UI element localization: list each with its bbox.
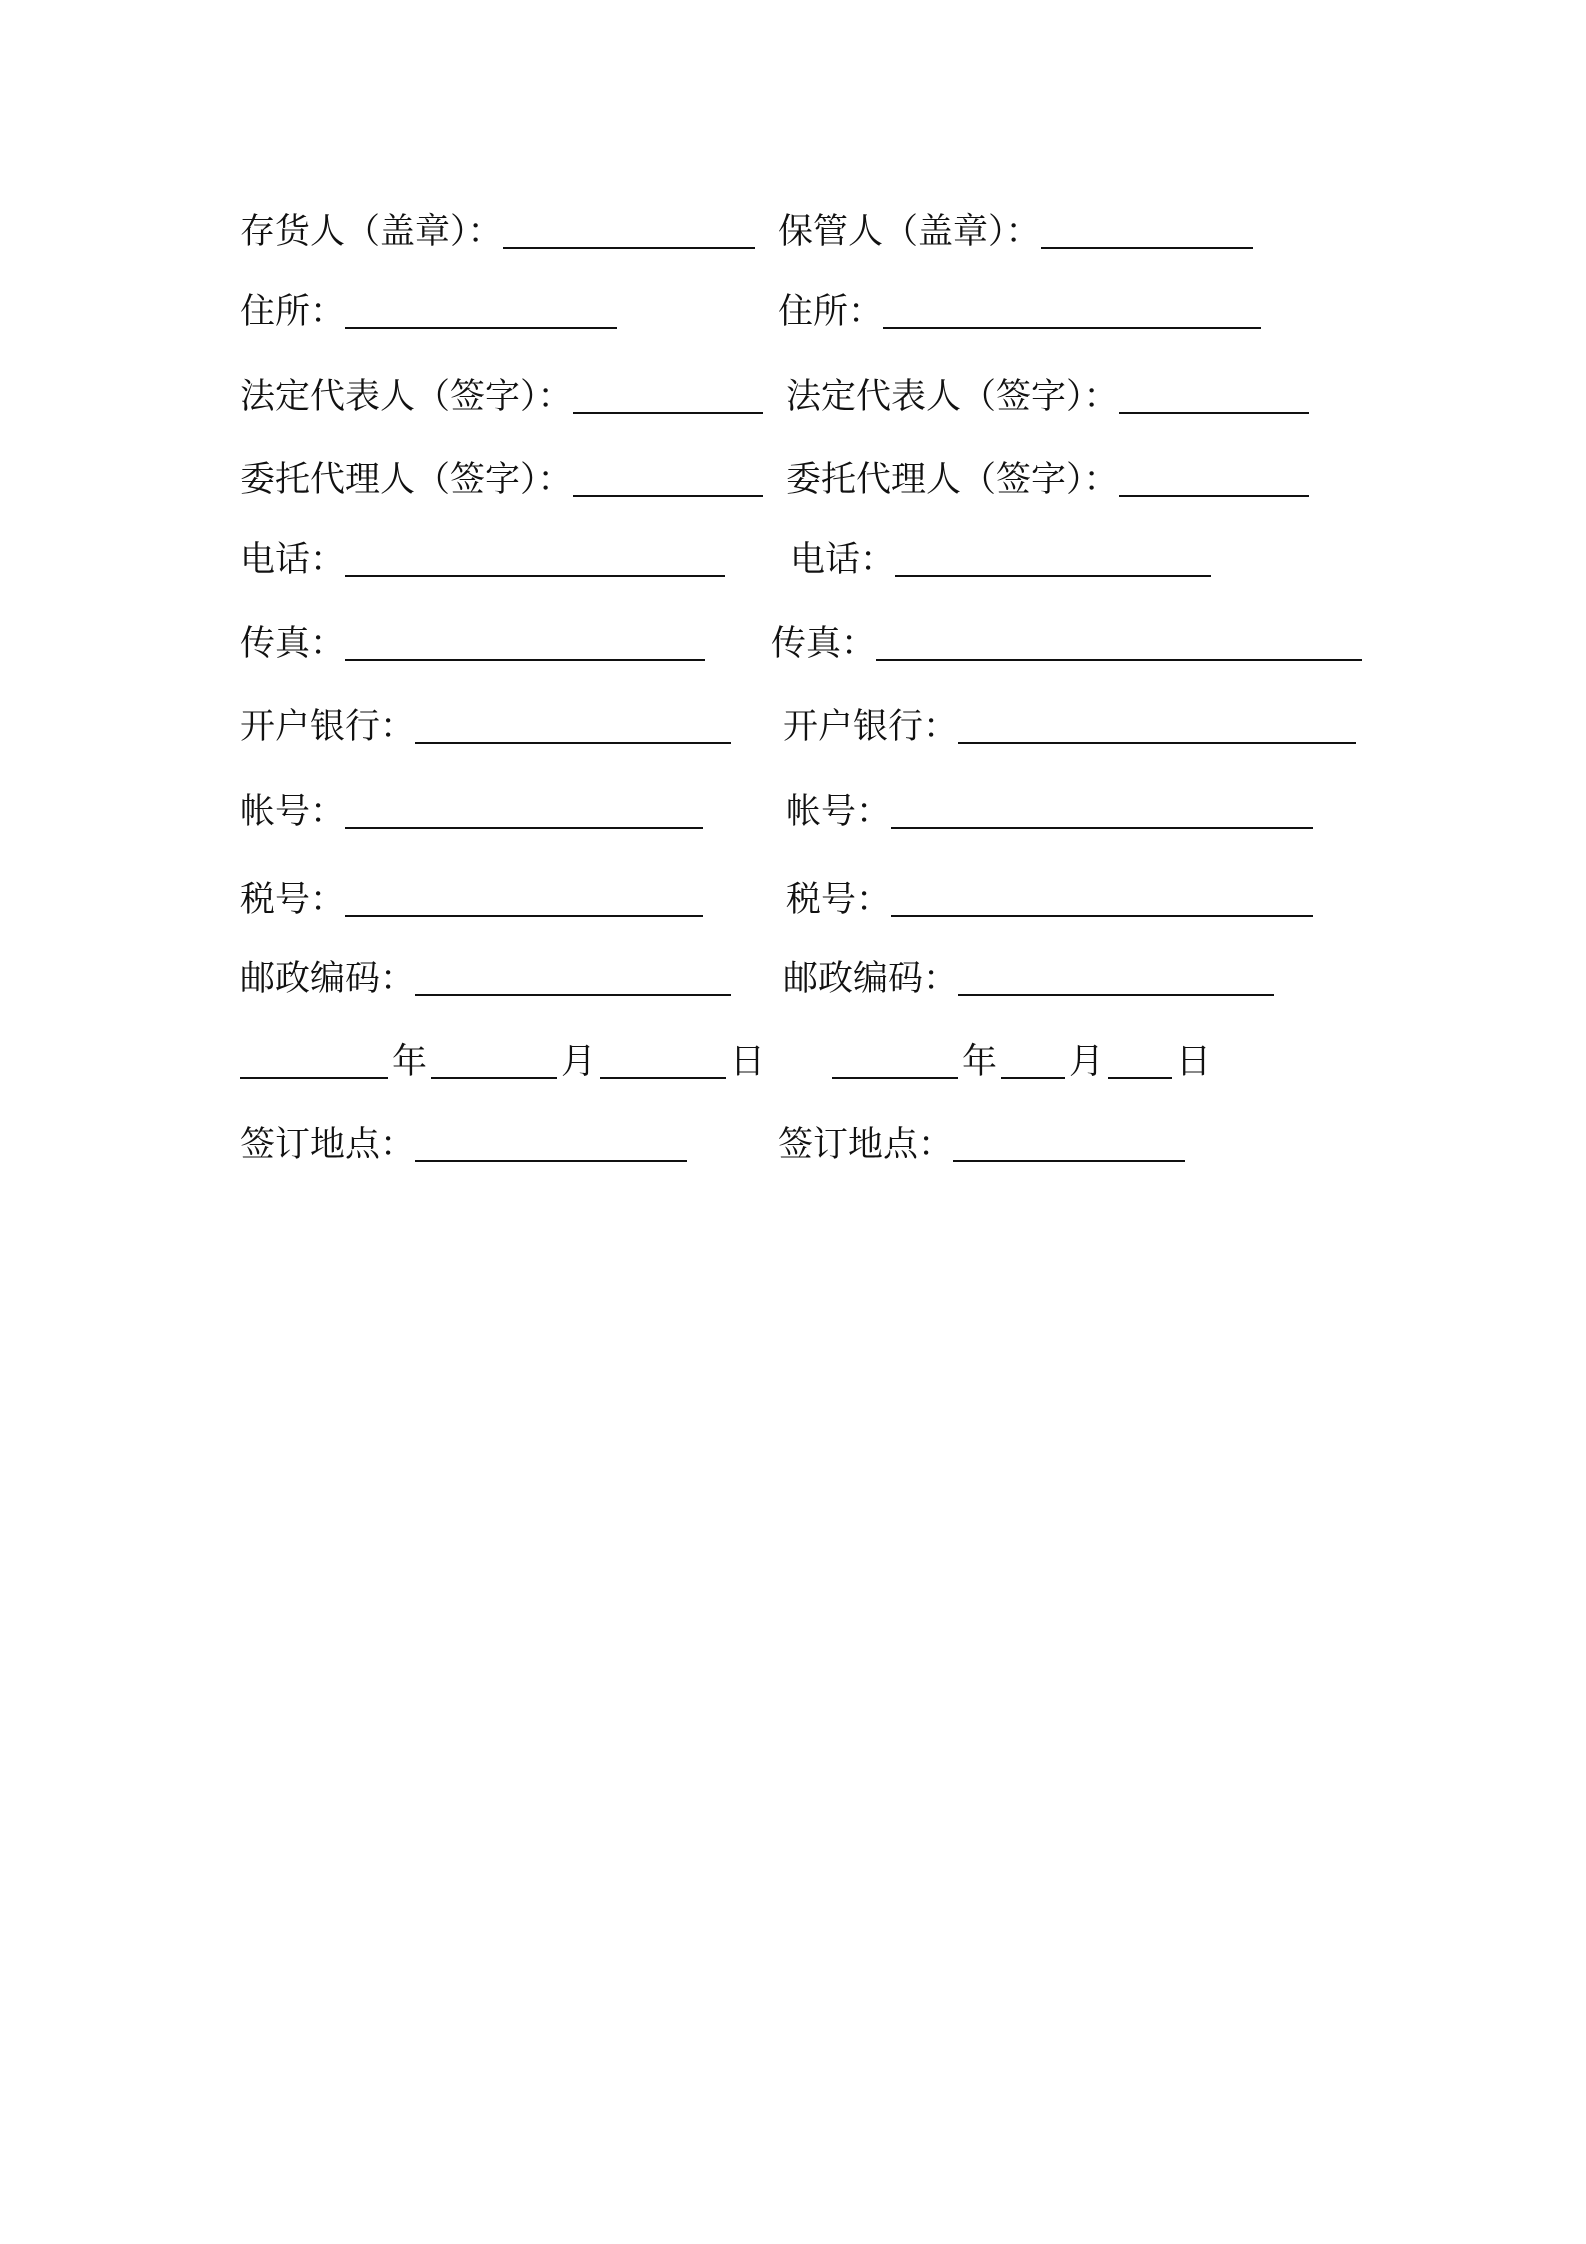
right-phone-label: 电话： bbox=[790, 540, 896, 580]
right-date-field bbox=[832, 1035, 1215, 1085]
left-phone-label: 电话： bbox=[240, 540, 346, 580]
custodian-seal-blank[interactable] bbox=[1041, 247, 1253, 249]
left-tax-blank[interactable] bbox=[345, 915, 703, 917]
left-day-blank[interactable] bbox=[600, 1077, 726, 1079]
left-fax-blank[interactable] bbox=[345, 659, 705, 661]
left-month-blank[interactable] bbox=[431, 1077, 557, 1079]
left-legal-rep-label: 法定代表人（签字）： bbox=[240, 377, 573, 417]
left-month-unit: 月 bbox=[561, 1042, 597, 1082]
left-phone-blank[interactable] bbox=[345, 575, 725, 577]
right-legal-rep-field bbox=[786, 370, 1309, 420]
left-phone-field bbox=[240, 533, 725, 583]
custodian-seal-label: 保管人（盖章）： bbox=[778, 212, 1041, 252]
left-legal-rep-blank[interactable] bbox=[573, 412, 763, 414]
left-sign-place-blank[interactable] bbox=[415, 1160, 687, 1162]
left-address-label: 住所： bbox=[240, 292, 346, 332]
left-fax-field bbox=[240, 617, 705, 667]
left-year-unit: 年 bbox=[392, 1042, 428, 1082]
left-bank-label: 开户银行： bbox=[240, 707, 416, 747]
right-account-field bbox=[786, 785, 1313, 835]
right-day-unit: 日 bbox=[1176, 1042, 1212, 1082]
left-bank-field bbox=[240, 700, 731, 750]
right-fax-blank[interactable] bbox=[876, 659, 1362, 661]
right-day-blank[interactable] bbox=[1108, 1077, 1172, 1079]
right-month-unit: 月 bbox=[1069, 1042, 1105, 1082]
right-legal-rep-blank[interactable] bbox=[1119, 412, 1309, 414]
left-postcode-label: 邮政编码： bbox=[240, 959, 416, 999]
right-address-label: 住所： bbox=[778, 292, 884, 332]
left-tax-field bbox=[240, 873, 703, 923]
right-year-unit: 年 bbox=[962, 1042, 998, 1082]
left-account-field bbox=[240, 785, 703, 835]
left-fax-label: 传真： bbox=[240, 624, 346, 664]
right-tax-label: 税号： bbox=[786, 880, 892, 920]
right-fax-label: 传真： bbox=[771, 624, 877, 664]
right-postcode-field bbox=[783, 952, 1274, 1002]
left-bank-blank[interactable] bbox=[415, 742, 731, 744]
right-phone-field bbox=[790, 533, 1211, 583]
right-postcode-blank[interactable] bbox=[958, 994, 1274, 996]
depositor-seal-field bbox=[240, 205, 755, 255]
right-phone-blank[interactable] bbox=[895, 575, 1211, 577]
left-tax-label: 税号： bbox=[240, 880, 346, 920]
depositor-seal-blank[interactable] bbox=[503, 247, 755, 249]
left-agent-blank[interactable] bbox=[573, 495, 763, 497]
left-postcode-blank[interactable] bbox=[415, 994, 731, 996]
left-day-unit: 日 bbox=[730, 1042, 766, 1082]
left-address-blank[interactable] bbox=[345, 327, 617, 329]
right-address-blank[interactable] bbox=[883, 327, 1261, 329]
right-agent-label: 委托代理人（签字）： bbox=[786, 460, 1119, 500]
left-date-field bbox=[240, 1035, 769, 1085]
right-sign-place-field bbox=[778, 1118, 1185, 1168]
left-agent-label: 委托代理人（签字）： bbox=[240, 460, 573, 500]
right-postcode-label: 邮政编码： bbox=[783, 959, 959, 999]
right-bank-label: 开户银行： bbox=[783, 707, 959, 747]
left-postcode-field bbox=[240, 952, 731, 1002]
right-agent-blank[interactable] bbox=[1119, 495, 1309, 497]
right-bank-field bbox=[783, 700, 1356, 750]
left-account-label: 帐号： bbox=[240, 792, 346, 832]
right-year-blank[interactable] bbox=[832, 1077, 958, 1079]
right-tax-field bbox=[786, 873, 1313, 923]
right-agent-field bbox=[786, 453, 1309, 503]
right-tax-blank[interactable] bbox=[891, 915, 1313, 917]
right-sign-place-blank[interactable] bbox=[953, 1160, 1185, 1162]
left-sign-place-label: 签订地点： bbox=[240, 1125, 416, 1165]
right-account-label: 帐号： bbox=[786, 792, 892, 832]
left-account-blank[interactable] bbox=[345, 827, 703, 829]
right-address-field bbox=[778, 285, 1261, 335]
right-bank-blank[interactable] bbox=[958, 742, 1356, 744]
left-legal-rep-field bbox=[240, 370, 763, 420]
right-sign-place-label: 签订地点： bbox=[778, 1125, 954, 1165]
custodian-seal-field bbox=[778, 205, 1253, 255]
left-agent-field bbox=[240, 453, 763, 503]
depositor-seal-label: 存货人（盖章）： bbox=[240, 212, 503, 252]
right-legal-rep-label: 法定代表人（签字）： bbox=[786, 377, 1119, 417]
left-sign-place-field bbox=[240, 1118, 687, 1168]
right-fax-field bbox=[771, 617, 1362, 667]
left-address-field bbox=[240, 285, 617, 335]
right-account-blank[interactable] bbox=[891, 827, 1313, 829]
left-year-blank[interactable] bbox=[240, 1077, 388, 1079]
right-month-blank[interactable] bbox=[1001, 1077, 1065, 1079]
